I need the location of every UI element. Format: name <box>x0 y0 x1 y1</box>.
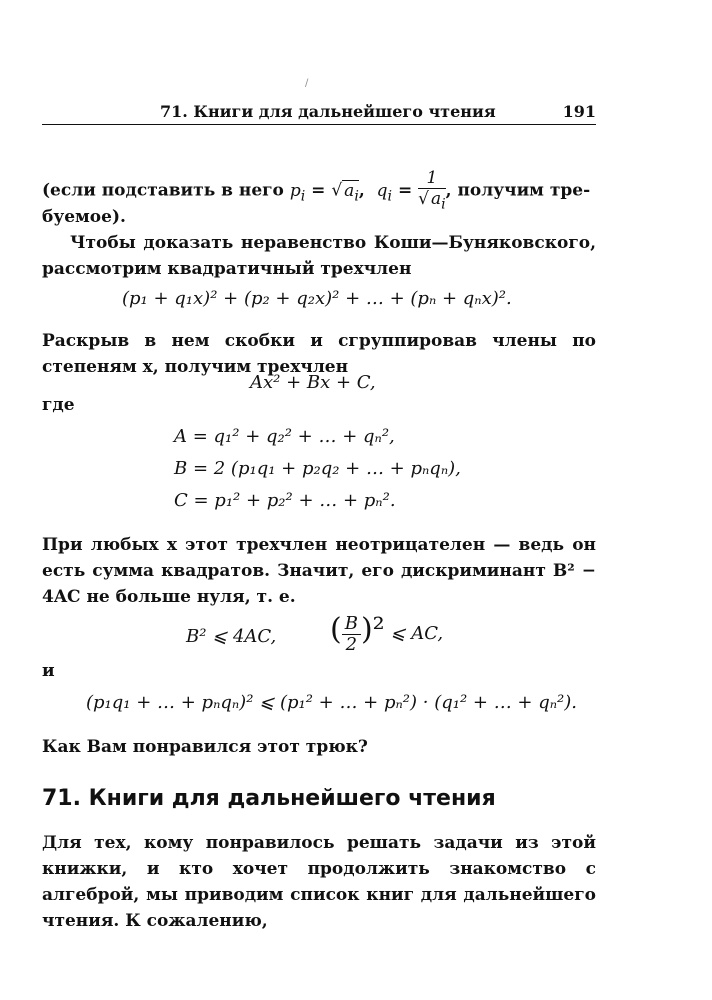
running-header <box>42 100 596 125</box>
scan-mark: / <box>305 78 309 89</box>
paragraph-line: буемое). <box>42 207 126 227</box>
section-heading: 71. Книги для дальнейшего чтения <box>42 786 496 811</box>
formula-A: A = q₁² + q₂² + … + qₙ², <box>174 426 395 447</box>
formula-cauchy-inequality: (p₁q₁ + … + pₙqₙ)² ⩽ (p₁² + … + pₙ²) · (q₁² + … + qₙ²). <box>86 692 578 713</box>
formula-B: B = 2 (p₁q₁ + p₂q₂ + … + pₙqₙ), <box>174 458 461 479</box>
paragraph-question: Как Вам понравился этот трюк? <box>42 737 368 757</box>
paragraph-books: Для тех, кому понравилось решать задачи из этой книжки, и кто хочет продолжить знакомство с алгеброй, мы приводим список книг для дальнейшего чтения. К сожалению, <box>42 833 596 931</box>
paragraph-expand: Раскрыв в нем скобки и сгруппировав члены по степеням x, получим трехчлен <box>42 331 596 377</box>
formula-C: C = p₁² + p₂² + … + pₙ². <box>174 490 396 511</box>
page-number: 191 <box>562 102 596 121</box>
paragraph-and: и <box>42 661 55 681</box>
paragraph-nonnegative: При любых x этот трехчлен неотрицателен — ведь он есть сумма квадратов. Значит, его дискриминант B² − 4AC не больше нуля, т. е. <box>42 535 596 607</box>
paragraph-where: где <box>42 395 75 415</box>
formula-half-b: ( $\frac{B}{2}$ )² ⩽ AC, <box>330 612 444 655</box>
formula-trinomial: Ax² + Bx + C, <box>250 372 376 393</box>
formula-discriminant: B² ⩽ 4AC, <box>186 626 277 647</box>
paragraph-cauchy: Чтобы доказать неравенство Коши—Буняковского, рассмотрим квадратичный трехчлен <box>42 233 596 279</box>
formula-sum-squares: (p₁ + q₁x)² + (p₂ + q₂x)² + … + (pₙ + qₙx)². <box>122 288 512 309</box>
paragraph-substitution: (если подставить в него $p_i$ = √ $a_i$, $q_i$ = $\frac{1}{√ a_i}$ , получим тре- <box>42 168 591 213</box>
running-title: 71. Книги для дальнейшего чтения <box>160 102 496 121</box>
fraction-one-over-sqrt: $\frac{1}{√ a_i}$ <box>418 168 446 213</box>
